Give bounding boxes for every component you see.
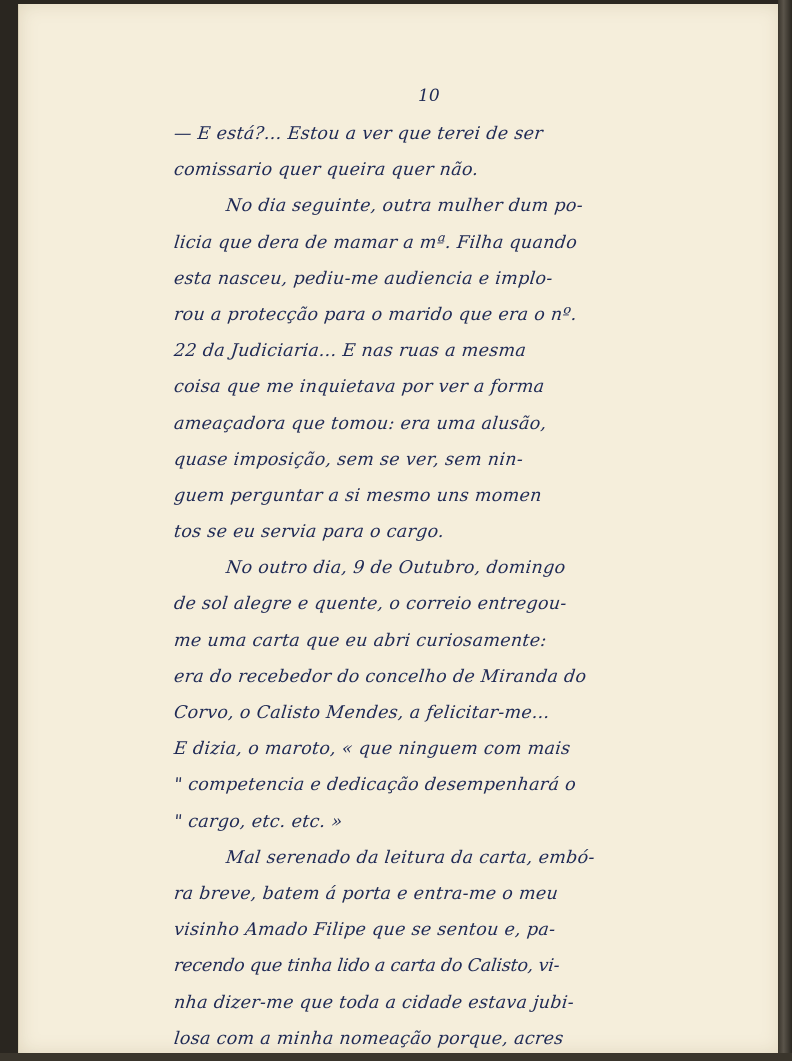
text-line: guem perguntar a si mesmo uns momen (172, 485, 543, 506)
text-line: nha dizer-me que toda a cidade estava jubi- (172, 992, 576, 1013)
binding-edge (778, 0, 792, 1061)
text-line: Corvo, o Calisto Mendes, a felicitar-me... (172, 703, 551, 723)
text-line: rou a protecção para o marido que era o nº. (172, 304, 578, 325)
text-line: licia que dera de mamar a mª. Filha quando (172, 232, 579, 253)
manuscript-text (174, 116, 694, 1057)
text-line: losa com a minha nomeação porque, acres (172, 1028, 565, 1049)
text-line: No dia seguinte, outra mulher dum po- (224, 196, 585, 217)
text-line: me uma carta que eu abri curiosamente: (172, 630, 548, 651)
text-line: de sol alegre e quente, o correio entregou- (172, 594, 568, 615)
text-line: Mal serenado da leitura da carta, embó- (224, 847, 596, 868)
text-line: recendo que tinha lido a carta do Calisto, vi- (172, 956, 561, 977)
text-line: quase imposição, sem se ver, sem nin- (172, 449, 525, 470)
text-line: era do recebedor do concelho de Miranda do (172, 666, 588, 687)
text-line: visinho Amado Filipe que se sentou e, pa- (172, 920, 557, 941)
page-number: 10 (418, 86, 440, 106)
text-line: E dizia, o maroto, « que ninguem com mais (172, 739, 572, 760)
text-line: ra breve, batem á porta e entra-me o meu (172, 883, 560, 904)
text-line: No outro dia, 9 de Outubro, domingo (224, 558, 567, 579)
text-line: esta nasceu, pediu-me audiencia e implo- (172, 268, 554, 289)
text-line: " cargo, etc. etc. » (172, 811, 344, 832)
text-line: ameaçadora que tomou: era uma alusão, (172, 413, 548, 434)
text-line: tos se eu servia para o cargo. (172, 522, 446, 543)
text-line: " competencia e dedicação desempenhará o (172, 775, 577, 796)
text-line: comissario quer queira quer não. (172, 160, 480, 181)
text-line: coisa que me inquietava por ver a forma (172, 377, 546, 398)
text-line: — E está?... Estou a ver que terei de ser (172, 124, 545, 144)
text-line: 22 da Judiciaria... E nas ruas a mesma (172, 341, 528, 362)
